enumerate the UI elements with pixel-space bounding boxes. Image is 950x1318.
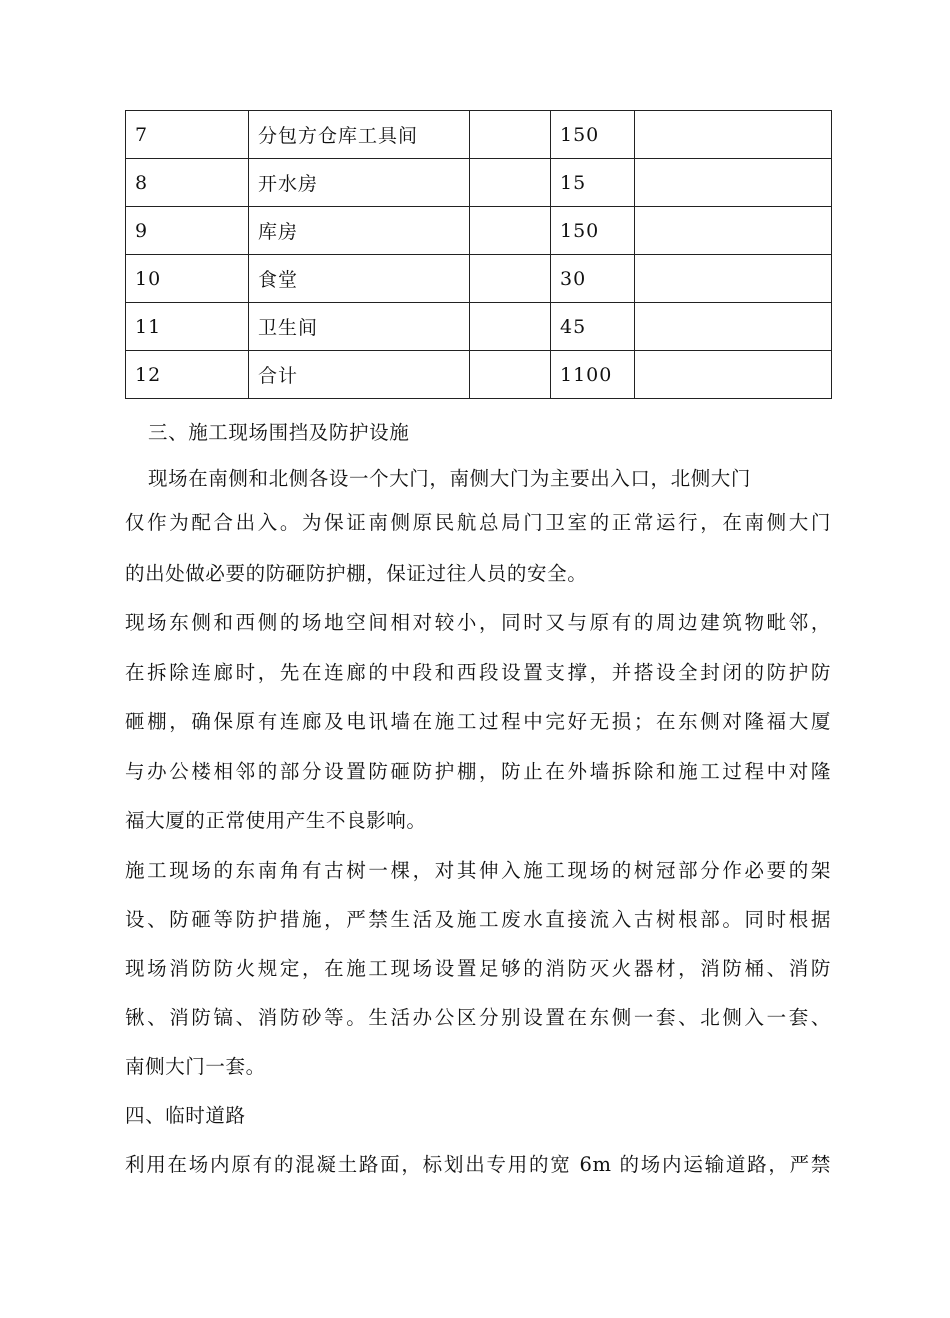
- paragraph-line: 南侧大门一套。: [125, 1055, 266, 1078]
- empty-cell: [470, 159, 551, 207]
- paragraph-line: 施工现场的东南角有古树一棵，对其伸入施工现场的树冠部分作必要的架: [125, 859, 831, 882]
- paragraph-line: 现场东侧和西侧的场地空间相对较小，同时又与原有的周边建筑物毗邻，: [125, 611, 831, 634]
- area-value: 45: [551, 303, 635, 351]
- paragraph-line: 福大厦的正常使用产生不良影响。: [125, 809, 427, 832]
- note-cell: [635, 159, 832, 207]
- row-number: 12: [126, 351, 249, 399]
- note-cell: [635, 351, 832, 399]
- paragraph-line: 利用在场内原有的混凝土路面，标划出专用的宽 6m 的场内运输道路，严禁: [125, 1153, 831, 1176]
- room-name: 分包方仓库工具间: [249, 111, 470, 159]
- paragraph-line: 现场消防防火规定，在施工现场设置足够的消防灭火器材，消防桶、消防: [125, 957, 831, 980]
- paragraph-line: 与办公楼相邻的部分设置防砸防护棚，防止在外墙拆除和施工过程中对隆: [125, 760, 831, 783]
- paragraph-line: 仅作为配合出入。为保证南侧原民航总局门卫室的正常运行，在南侧大门: [125, 511, 831, 534]
- note-cell: [635, 255, 832, 303]
- section-heading: 三、施工现场围挡及防护设施: [148, 421, 410, 444]
- table-row: [126, 111, 832, 159]
- paragraph-line: 锹、消防镐、消防砂等。生活办公区分别设置在东侧一套、北侧入一套、: [125, 1006, 831, 1029]
- area-table: [125, 110, 832, 399]
- paragraph-line: 的出处做必要的防砸防护棚，保证过往人员的安全。: [125, 562, 588, 585]
- area-value: 150: [551, 111, 635, 159]
- note-cell: [635, 207, 832, 255]
- table-row: [126, 303, 832, 351]
- area-value: 15: [551, 159, 635, 207]
- row-number: 9: [126, 207, 249, 255]
- area-value: 150: [551, 207, 635, 255]
- room-name: 食堂: [249, 255, 470, 303]
- row-number: 11: [126, 303, 249, 351]
- table-row: [126, 351, 832, 399]
- paragraph-line: 砸棚，确保原有连廊及电讯墙在施工过程中完好无损；在东侧对隆福大厦: [125, 710, 831, 733]
- room-name: 合计: [249, 351, 470, 399]
- note-cell: [635, 111, 832, 159]
- row-number: 8: [126, 159, 249, 207]
- row-number: 7: [126, 111, 249, 159]
- row-number: 10: [126, 255, 249, 303]
- empty-cell: [470, 255, 551, 303]
- room-name: 卫生间: [249, 303, 470, 351]
- table-row: [126, 255, 832, 303]
- paragraph-line: 在拆除连廊时，先在连廊的中段和西段设置支撑，并搭设全封闭的防护防: [125, 661, 831, 684]
- empty-cell: [470, 351, 551, 399]
- area-value: 1100: [551, 351, 635, 399]
- section-heading: 四、临时道路: [125, 1104, 246, 1127]
- empty-cell: [470, 111, 551, 159]
- empty-cell: [470, 207, 551, 255]
- area-value: 30: [551, 255, 635, 303]
- table-row: [126, 207, 832, 255]
- paragraph-line: 现场在南侧和北侧各设一个大门，南侧大门为主要出入口，北侧大门: [148, 467, 752, 490]
- table-row: [126, 159, 832, 207]
- room-name: 开水房: [249, 159, 470, 207]
- paragraph-line: 设、防砸等防护措施，严禁生活及施工废水直接流入古树根部。同时根据: [125, 908, 831, 931]
- room-name: 库房: [249, 207, 470, 255]
- note-cell: [635, 303, 832, 351]
- empty-cell: [470, 303, 551, 351]
